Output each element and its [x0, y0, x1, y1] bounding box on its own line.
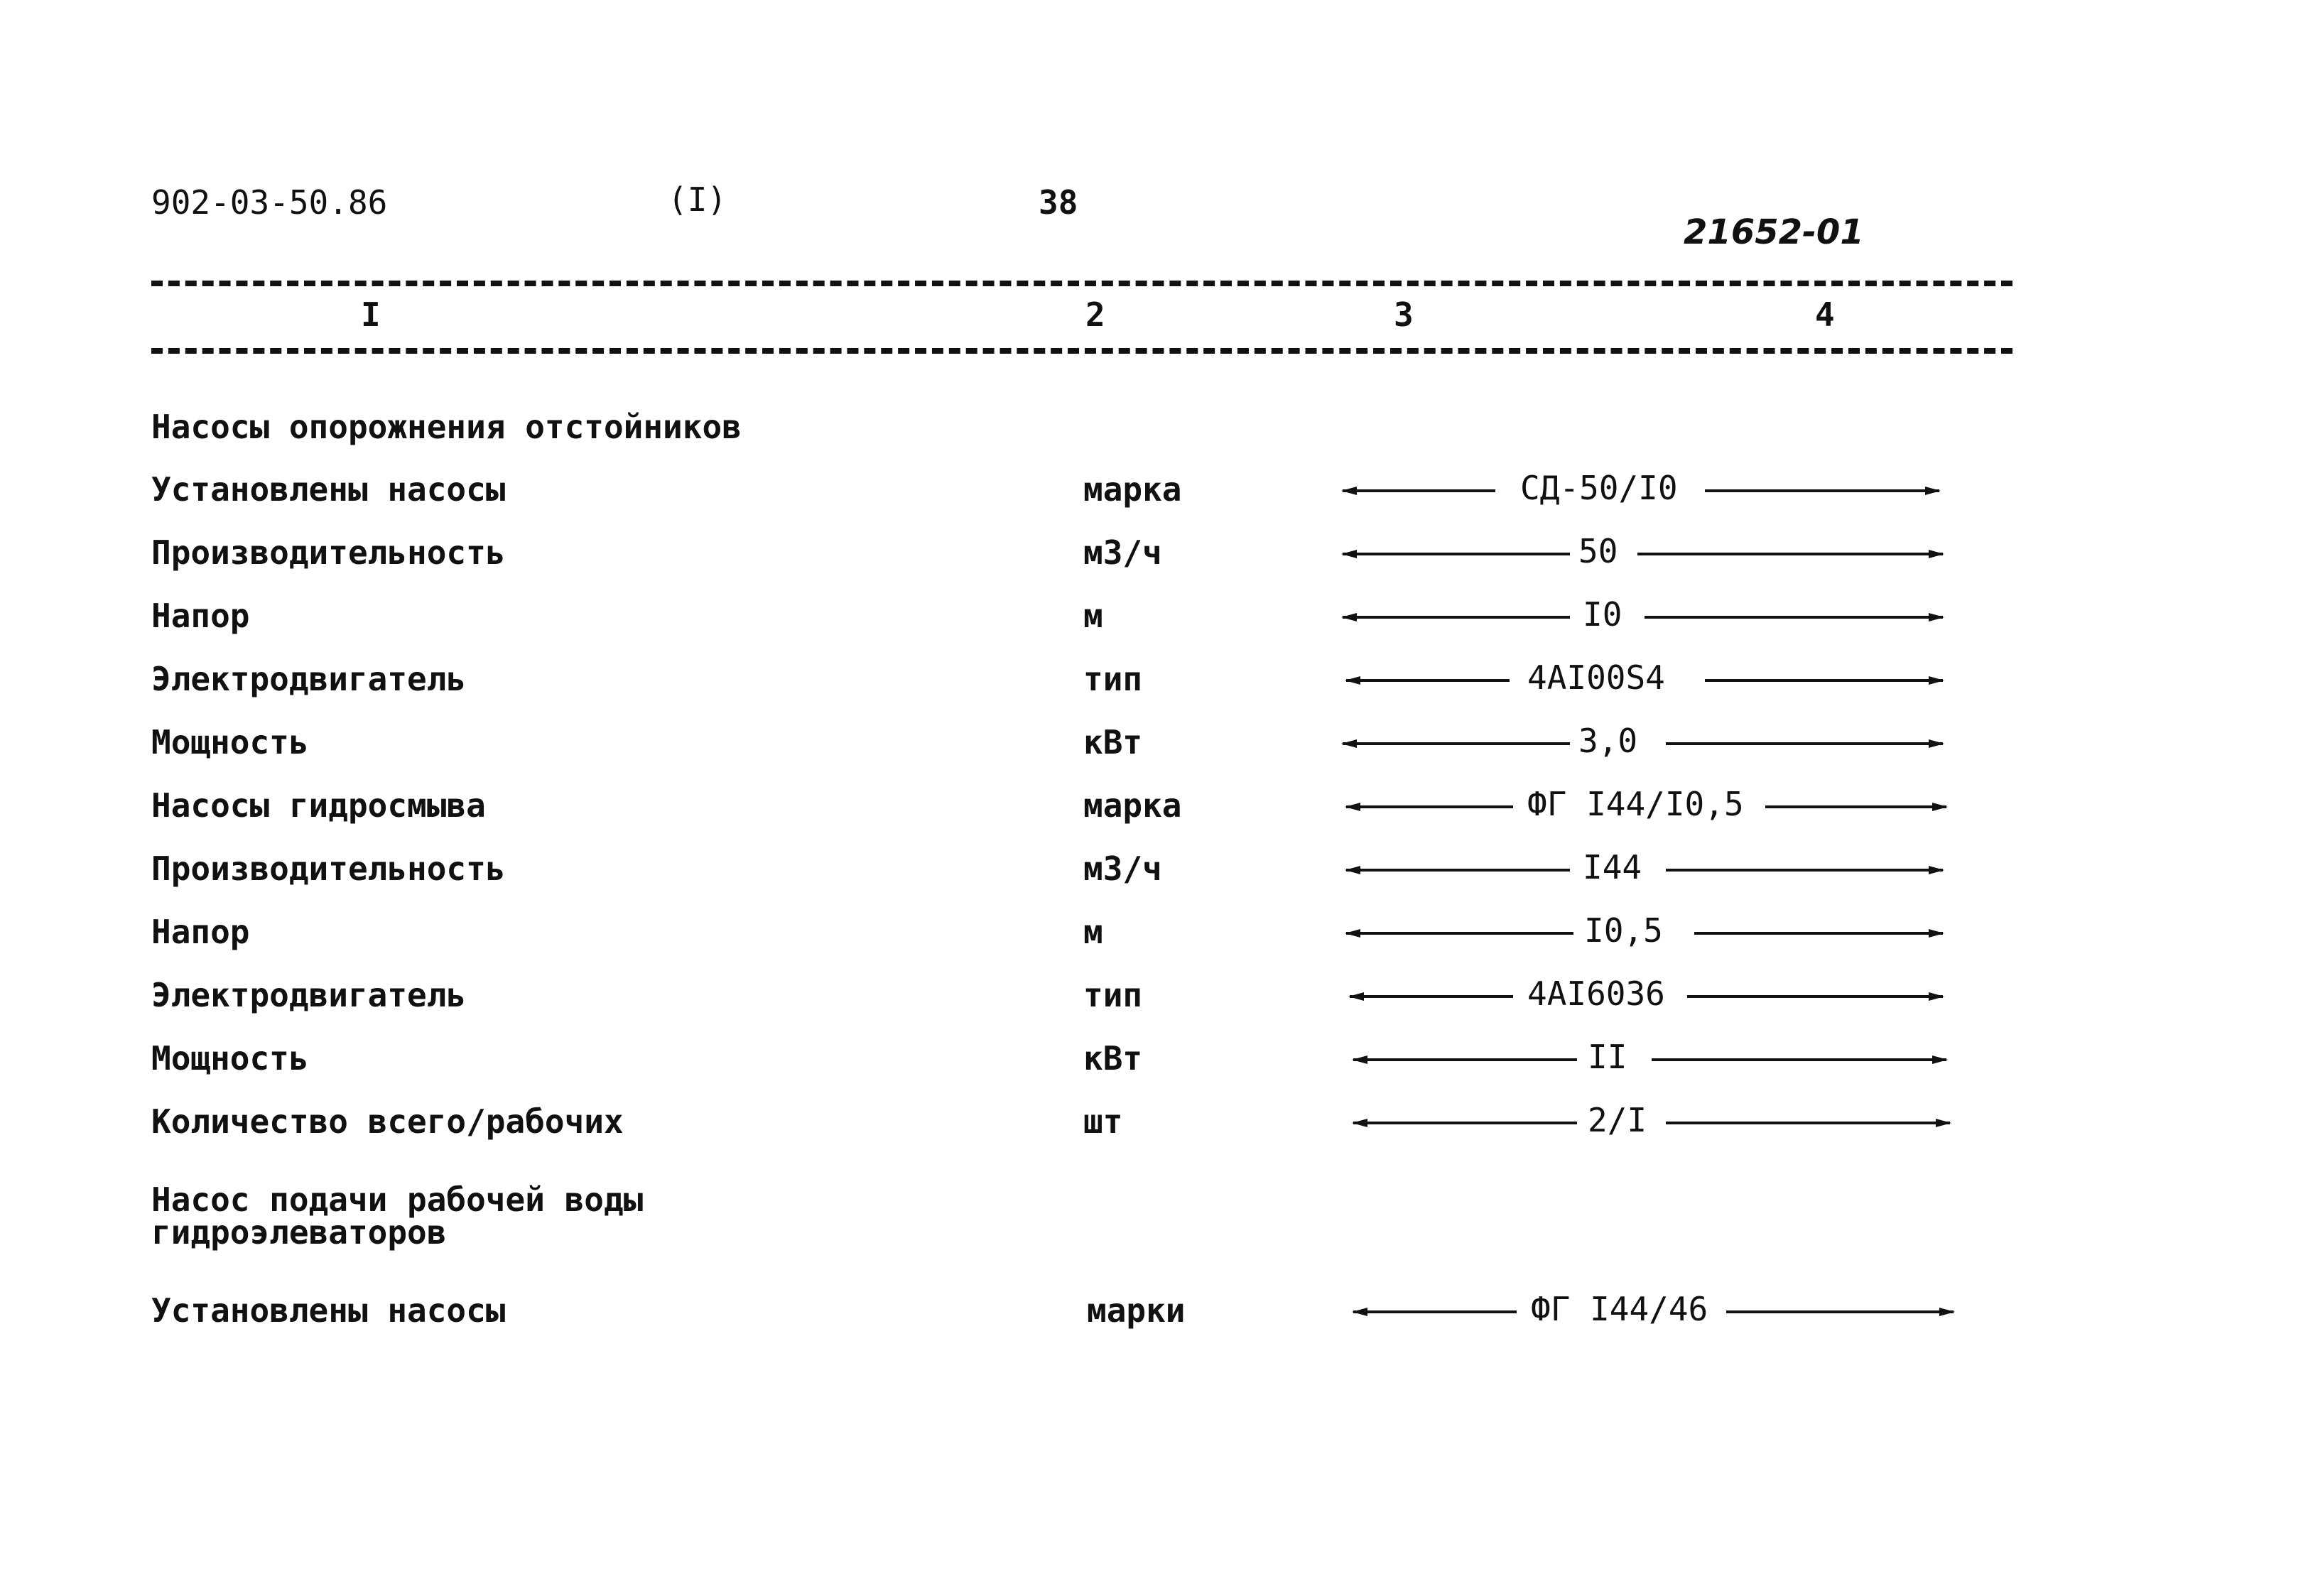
- row-label: Электродвигатель: [151, 976, 467, 1014]
- arrow-line-right: [1645, 616, 1943, 619]
- row-label: Электродвигатель: [151, 660, 467, 698]
- row-value: I44: [1583, 848, 1642, 886]
- row-label: Мощность: [151, 1039, 309, 1077]
- handwritten-stamp: 21652-01: [1684, 212, 1864, 252]
- row-label: Установлены насосы: [151, 1291, 506, 1330]
- row-unit: тип: [1083, 660, 1143, 698]
- arrow-line-left: [1353, 1122, 1577, 1124]
- row-label: Производительность: [151, 849, 506, 888]
- row-label: Мощность: [151, 723, 309, 761]
- arrow-line-left: [1346, 932, 1573, 935]
- arrow-line-right: [1637, 553, 1943, 555]
- arrow-line-left: [1346, 679, 1510, 682]
- row-value: I0: [1583, 595, 1622, 634]
- arrow-line-left: [1353, 1310, 1517, 1313]
- column-header-1: I: [361, 295, 381, 334]
- arrow-line-left: [1353, 1058, 1577, 1061]
- row-value: СД-50/I0: [1520, 469, 1678, 507]
- arrow-line-right: [1765, 805, 1946, 808]
- arrow-line-right: [1726, 1310, 1954, 1313]
- arrow-line-left: [1343, 742, 1570, 745]
- header-dashed-rule-top: [151, 281, 2012, 286]
- row-label: Напор: [151, 913, 250, 951]
- arrow-line-right: [1666, 742, 1943, 745]
- section-title: Насосы опорожнения отстойников: [151, 408, 742, 446]
- row-unit: кВт: [1083, 1039, 1143, 1077]
- arrow-line-left: [1343, 553, 1570, 555]
- arrow-line-right: [1705, 679, 1943, 682]
- row-unit: марки: [1087, 1291, 1186, 1330]
- row-value: II: [1588, 1038, 1627, 1076]
- row-value: 50: [1578, 532, 1618, 570]
- row-unit: м: [1083, 597, 1103, 635]
- document-code: 902-03-50.86: [151, 183, 388, 222]
- arrow-line-left: [1343, 616, 1570, 619]
- header-dashed-rule-bottom: [151, 348, 2012, 354]
- row-label: Установлены насосы: [151, 470, 506, 509]
- arrow-line-right: [1666, 869, 1943, 872]
- arrow-line-right: [1705, 489, 1939, 492]
- row-label: Насосы гидросмыва: [151, 786, 486, 825]
- section-title-continued: гидроэлеваторов: [151, 1213, 447, 1252]
- row-label: Напор: [151, 597, 250, 635]
- arrow-line-right: [1652, 1058, 1946, 1061]
- row-value: 4AI6036: [1527, 975, 1665, 1013]
- arrow-line-left: [1343, 489, 1495, 492]
- arrow-line-left: [1346, 869, 1570, 872]
- row-value: 4AI00S4: [1527, 658, 1665, 697]
- row-unit: кВт: [1083, 723, 1143, 761]
- row-value: 3,0: [1578, 722, 1638, 760]
- row-unit: м: [1083, 913, 1103, 951]
- row-unit: марка: [1083, 786, 1182, 825]
- row-value: 2/I: [1588, 1101, 1647, 1139]
- column-header-4: 4: [1815, 295, 1835, 334]
- page-number: 38: [1039, 183, 1078, 222]
- row-value: ФГ I44/46: [1531, 1290, 1708, 1328]
- arrow-line-left: [1350, 995, 1513, 998]
- arrow-line-left: [1346, 805, 1513, 808]
- row-value: I0,5: [1584, 911, 1663, 950]
- row-unit: марка: [1083, 470, 1182, 509]
- arrow-line-right: [1687, 995, 1943, 998]
- section-title: Насос подачи рабочей воды: [151, 1180, 644, 1219]
- row-label: Производительность: [151, 533, 506, 572]
- row-unit: м3/ч: [1083, 849, 1162, 888]
- row-unit: шт: [1083, 1102, 1123, 1141]
- column-header-3: 3: [1394, 295, 1414, 334]
- row-unit: тип: [1083, 976, 1143, 1014]
- column-header-2: 2: [1085, 295, 1105, 334]
- arrow-line-right: [1666, 1122, 1950, 1124]
- row-value: ФГ I44/I0,5: [1527, 785, 1744, 823]
- row-label: Количество всего/рабочих: [151, 1102, 624, 1141]
- row-unit: м3/ч: [1083, 533, 1162, 572]
- arrow-line-right: [1694, 932, 1943, 935]
- part-number: (I): [668, 180, 727, 219]
